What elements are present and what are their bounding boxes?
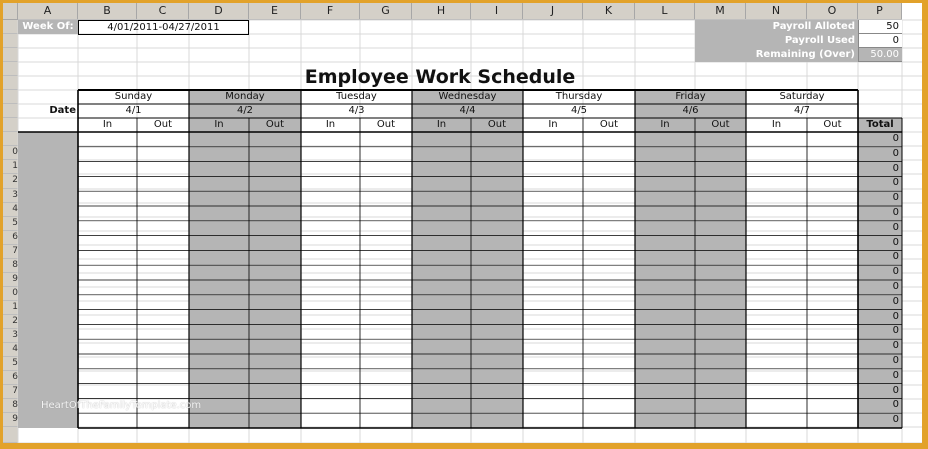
week-of-label: Week Of: (18, 20, 78, 34)
column-header-g[interactable]: G (360, 3, 412, 20)
column-header-p[interactable]: P (858, 3, 902, 20)
column-header-f[interactable]: F (301, 3, 360, 20)
row-header[interactable]: 5 (3, 357, 18, 371)
payroll-remaining-label: Remaining (Over) (755, 49, 855, 60)
column-header-n[interactable]: N (746, 3, 807, 20)
row-header[interactable]: 8 (3, 259, 18, 273)
date-label: Date (49, 105, 76, 116)
row-header[interactable]: 8 (3, 399, 18, 413)
watermark-text: HeartOfTheFamilyTemplate.com (41, 400, 202, 411)
total-cell[interactable]: 0 (892, 162, 899, 174)
total-cell[interactable]: 0 (892, 207, 899, 218)
out-header-thursday: Out (599, 119, 619, 130)
spreadsheet-window (3, 3, 922, 443)
day-name-sunday: Sunday (114, 91, 153, 102)
total-cell[interactable]: 0 (892, 236, 899, 248)
row-header[interactable]: 5 (3, 217, 18, 231)
day-date-saturday[interactable]: 4/7 (793, 105, 811, 116)
total-cell[interactable]: 0 (892, 355, 899, 366)
row-header[interactable]: 0 (3, 287, 18, 301)
out-header-tuesday: Out (376, 119, 396, 130)
payroll-allotted-value[interactable]: 50 (858, 20, 902, 34)
total-cell[interactable]: 0 (892, 221, 899, 233)
total-cell[interactable]: 0 (892, 281, 899, 292)
column-header-h[interactable]: H (412, 3, 471, 20)
column-header-b[interactable]: B (78, 3, 137, 20)
total-cell[interactable]: 0 (892, 340, 899, 352)
row-header[interactable]: 2 (3, 315, 18, 329)
row-header[interactable]: 7 (3, 385, 18, 399)
day-name-saturday: Saturday (779, 91, 825, 102)
day-date-monday[interactable]: 4/2 (236, 105, 254, 116)
total-cell[interactable]: 0 (892, 133, 899, 144)
week-of-value[interactable]: 4/01/2011-04/27/2011 (78, 20, 249, 35)
total-cell[interactable]: 0 (892, 310, 899, 322)
in-header-tuesday: In (325, 119, 336, 130)
total-cell[interactable]: 0 (892, 251, 899, 263)
row-header[interactable]: 3 (3, 189, 18, 203)
row-header[interactable]: 9 (3, 273, 18, 287)
in-header-saturday: In (771, 119, 782, 130)
out-header-saturday: Out (823, 119, 842, 130)
page-title: Employee Work Schedule (304, 66, 576, 88)
payroll-remaining-value[interactable]: 50.00 (858, 48, 902, 62)
column-header-i[interactable]: I (471, 3, 523, 20)
day-date-wednesday[interactable]: 4/4 (459, 105, 476, 116)
row-header[interactable]: 6 (3, 371, 18, 385)
payroll-used-label: Payroll Used (784, 35, 855, 46)
total-cell[interactable]: 0 (892, 192, 899, 204)
total-cell[interactable]: 0 (892, 384, 899, 396)
column-header-o[interactable]: O (807, 3, 858, 20)
day-date-tuesday[interactable]: 4/3 (348, 105, 365, 116)
out-header-wednesday: Out (487, 119, 507, 130)
total-cell[interactable]: 0 (892, 399, 899, 411)
day-date-sunday[interactable]: 4/1 (125, 105, 142, 116)
day-date-thursday[interactable]: 4/5 (570, 105, 588, 116)
row-header[interactable]: 2 (3, 174, 18, 189)
out-header-sunday: Out (153, 119, 173, 130)
column-header-e[interactable]: E (249, 3, 301, 20)
day-name-tuesday: Tuesday (336, 91, 377, 102)
row-header[interactable]: 0 (3, 146, 18, 160)
column-header-l[interactable]: L (635, 3, 695, 20)
column-header-d[interactable]: D (189, 3, 249, 20)
payroll-allotted-label: Payroll Alloted (772, 21, 855, 32)
worksheet-grid[interactable] (3, 3, 922, 443)
in-header-friday: In (660, 119, 670, 130)
total-label: Total (866, 119, 894, 130)
row-header[interactable]: 1 (3, 160, 18, 174)
column-header-c[interactable]: C (137, 3, 189, 20)
in-header-sunday: In (102, 119, 113, 130)
total-cell[interactable]: 0 (892, 369, 899, 381)
row-header[interactable]: 4 (3, 203, 18, 217)
column-header-m[interactable]: M (695, 3, 746, 20)
total-cell[interactable]: 0 (892, 266, 899, 278)
total-cell[interactable]: 0 (892, 325, 899, 337)
day-name-monday: Monday (225, 91, 265, 102)
column-header-k[interactable]: K (583, 3, 635, 20)
row-header[interactable]: 4 (3, 343, 18, 357)
row-header[interactable]: 1 (3, 301, 18, 315)
day-name-friday: Friday (675, 91, 706, 102)
total-cell[interactable]: 0 (892, 295, 899, 307)
schedule-borders (3, 3, 922, 443)
day-name-thursday: Thursday (555, 91, 603, 102)
in-header-monday: In (214, 119, 224, 130)
total-cell[interactable]: 0 (892, 147, 899, 159)
column-header-j[interactable]: J (523, 3, 583, 20)
day-date-friday[interactable]: 4/6 (682, 105, 699, 116)
day-name-wednesday: Wednesday (438, 91, 497, 102)
total-cell[interactable]: 0 (892, 177, 899, 189)
row-header[interactable]: 3 (3, 329, 18, 343)
total-cell[interactable]: 0 (892, 414, 899, 426)
column-header-a[interactable]: A (18, 3, 78, 20)
in-header-wednesday: In (436, 119, 447, 130)
out-header-friday: Out (711, 119, 730, 130)
in-header-thursday: In (548, 119, 558, 130)
payroll-used-value[interactable]: 0 (858, 34, 902, 48)
row-header[interactable]: 9 (3, 413, 18, 427)
out-header-monday: Out (265, 119, 285, 130)
row-header[interactable]: 7 (3, 245, 18, 259)
row-header[interactable]: 6 (3, 231, 18, 245)
